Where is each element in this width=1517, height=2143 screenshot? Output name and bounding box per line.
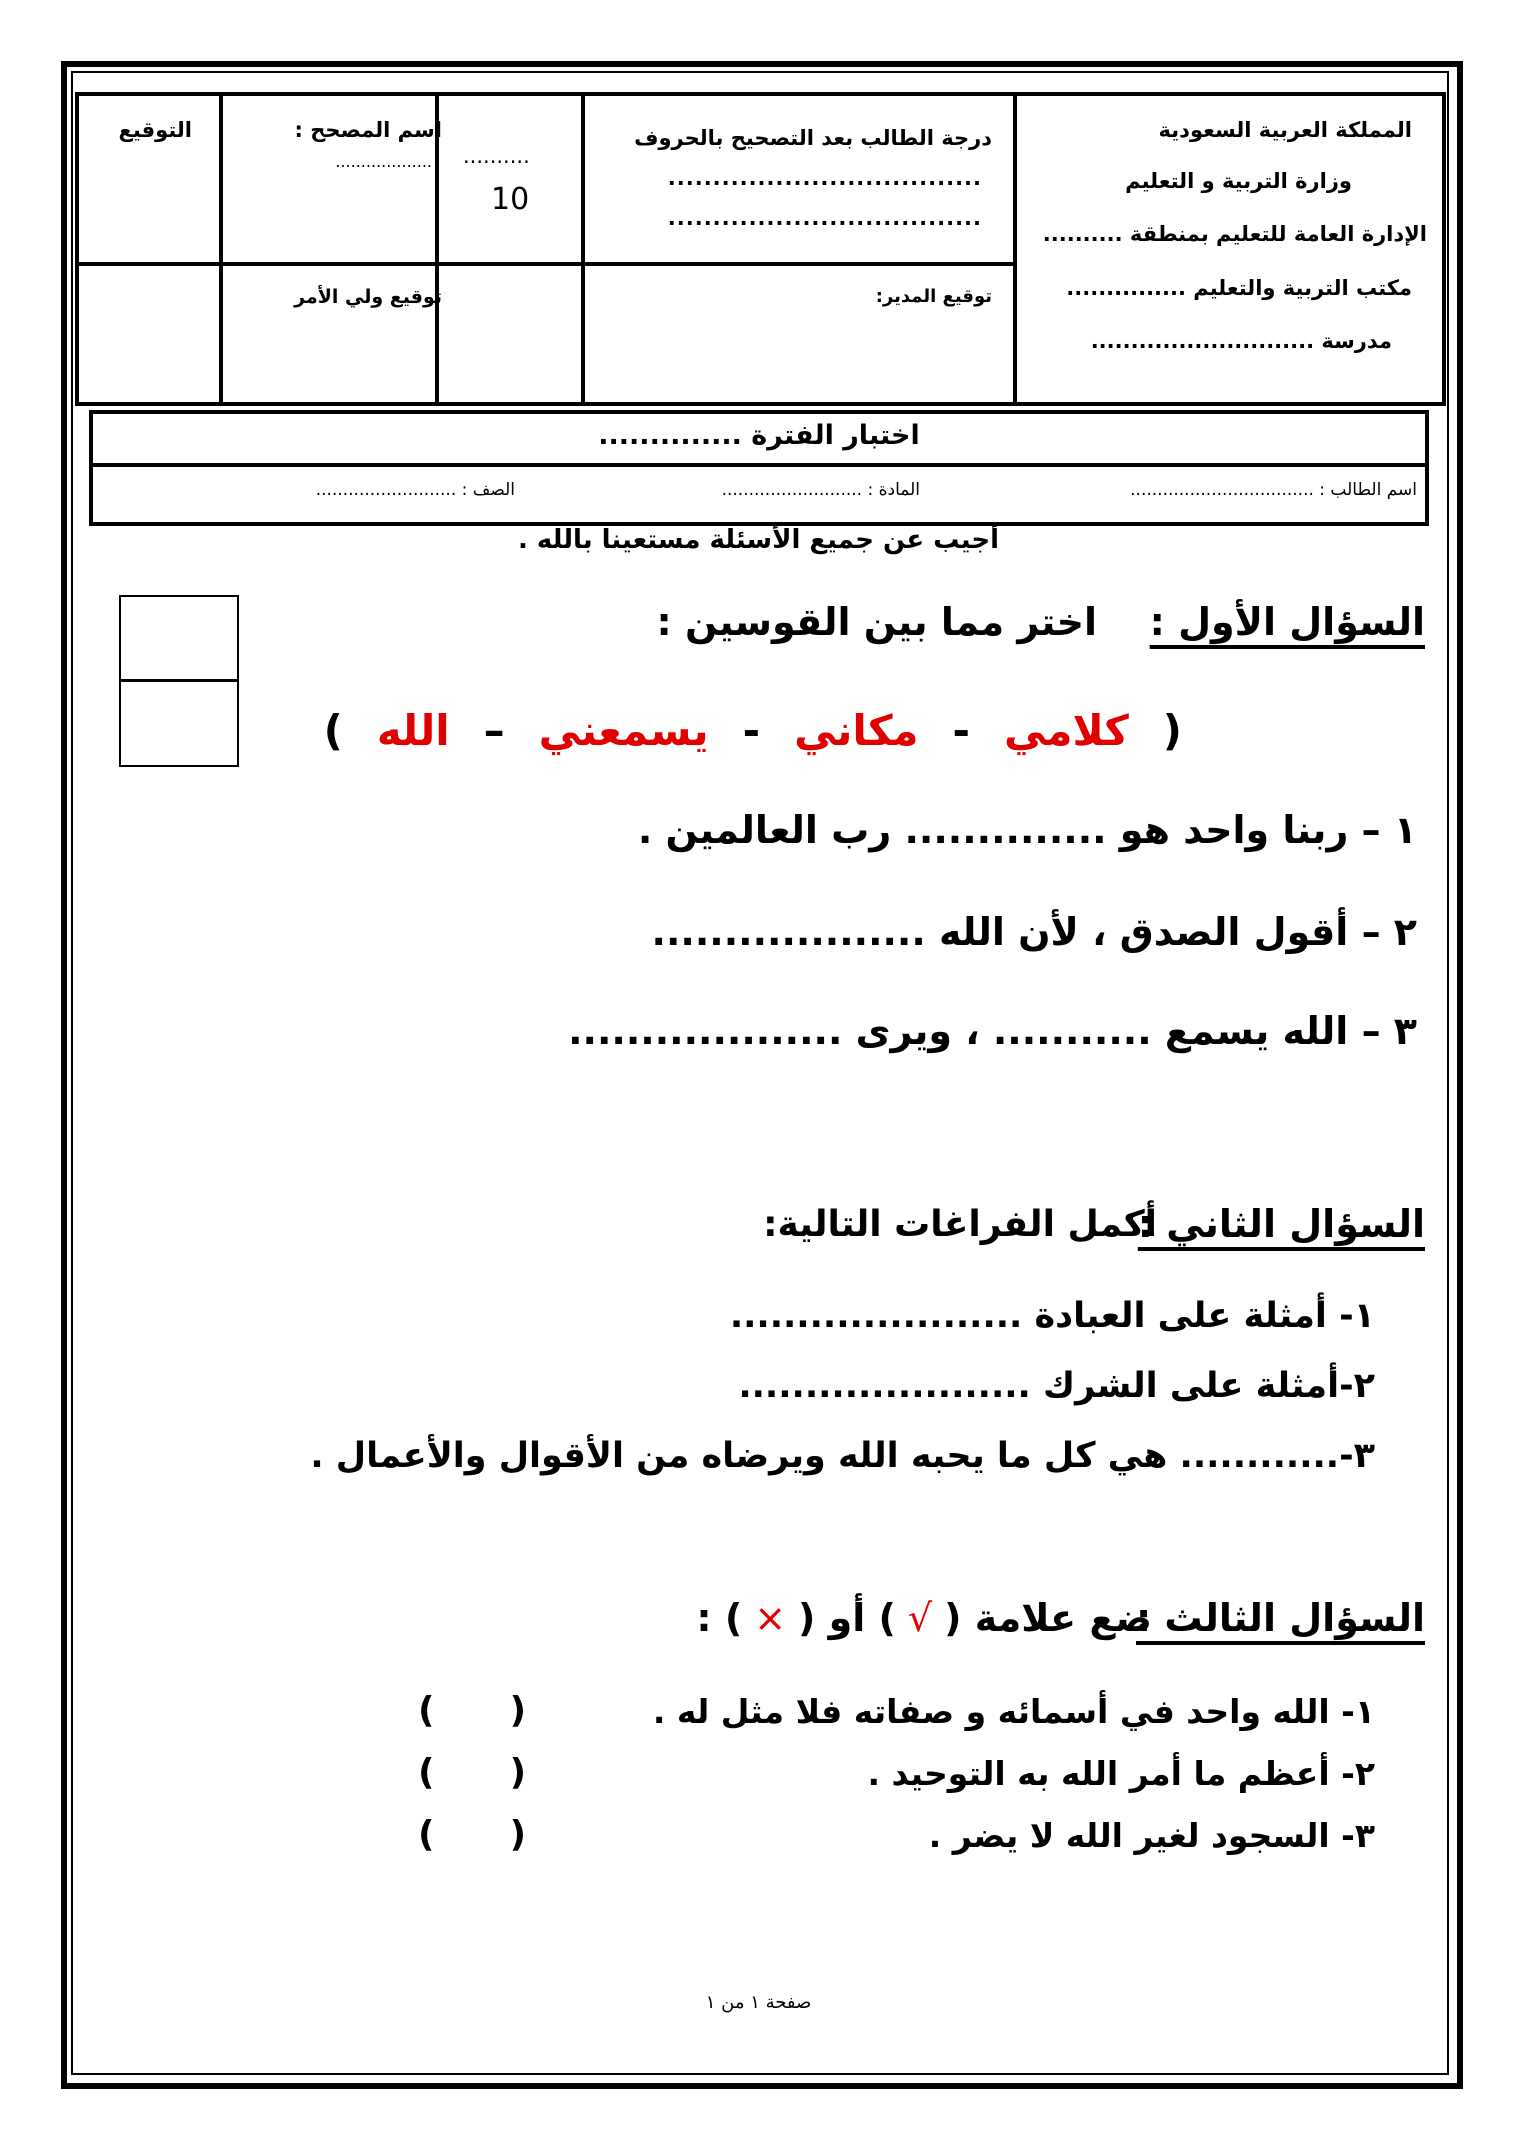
- separator: -: [742, 706, 761, 755]
- corrector-blank[interactable]: ...................: [335, 152, 432, 171]
- exam-info-box: [89, 410, 1429, 526]
- grade-letters-label: درجة الطالب بعد التصحيح بالحروف: [634, 126, 992, 150]
- q3-item: ١- الله واحد في أسمائه و صفاته فلا مثل له .: [652, 1692, 1375, 1731]
- class-field[interactable]: الصف : ..........................: [315, 480, 515, 500]
- q3-heading: السؤال الثالث :: [1135, 1596, 1425, 1640]
- office-field: مكتب التربية والتعليم ...............: [1066, 276, 1412, 300]
- prompt-text: ) أو (: [798, 1596, 896, 1640]
- divider: [219, 96, 223, 402]
- header-table: [75, 92, 1446, 406]
- q2-item: ٢-أمثلة على الشرك ......................: [738, 1366, 1375, 1406]
- choice: كلامي: [1003, 706, 1129, 755]
- exam-title: اختبار الفترة ..............: [598, 420, 920, 451]
- q1-heading: السؤال الأول :: [1149, 600, 1425, 644]
- grade-letters-line[interactable]: ...................................: [667, 206, 982, 230]
- directorate-field: الإدارة العامة للتعليم بمنطقة ..........: [1042, 222, 1427, 246]
- parent-signature-label: توقيع ولي الأمر: [294, 286, 442, 308]
- choice: مكاني: [794, 706, 919, 755]
- grade-letters-line[interactable]: ...................................: [667, 166, 982, 190]
- separator: –: [483, 706, 505, 755]
- score-blank[interactable]: ..........: [463, 144, 530, 168]
- signature-label: التوقيع: [118, 118, 192, 142]
- q3-item: ٣- السجود لغير الله لا يضر .: [928, 1816, 1375, 1855]
- choice: الله: [376, 706, 450, 755]
- divider: [121, 679, 237, 682]
- student-name-field[interactable]: اسم الطالب : ..................................: [1130, 480, 1417, 500]
- divider: [581, 96, 585, 402]
- ministry-label: وزارة التربية و التعليم: [1125, 169, 1352, 193]
- q3-item: ٢- أعظم ما أمر الله به التوحيد .: [867, 1754, 1375, 1793]
- subject-field[interactable]: المادة : ..........................: [721, 480, 920, 500]
- answer-box[interactable]: ( ): [418, 1814, 527, 1855]
- choice: يسمعني: [538, 706, 709, 755]
- divider: [1013, 96, 1017, 402]
- separator: -: [952, 706, 970, 755]
- q1-item: ١ – ربنا واحد هو .............. رب العالمين .: [637, 808, 1417, 852]
- q2-heading: السؤال الثاني :: [1137, 1202, 1425, 1246]
- q1-item: ٣ – الله يسمع ........... ، ويرى ...................: [568, 1009, 1417, 1053]
- check-mark-icon: √: [907, 1596, 933, 1640]
- q2-item: ٣-............ هي كل ما يحبه الله ويرضاه من الأقوال والأعمال .: [310, 1436, 1375, 1476]
- kingdom-label: المملكة العربية السعودية: [1158, 118, 1412, 142]
- prompt-text: ضع علامة (: [944, 1596, 1152, 1640]
- divider: [93, 463, 1425, 467]
- instruction: أجيب عن جميع الأسئلة مستعينا بالله .: [517, 525, 999, 555]
- score-box: [119, 595, 239, 767]
- paren: (: [1162, 706, 1182, 755]
- prompt-text: ) :: [696, 1596, 743, 1640]
- paren: ): [323, 706, 343, 755]
- answer-box[interactable]: ( ): [418, 1690, 527, 1731]
- q3-prompt: [696, 1596, 1152, 1640]
- q2-prompt: أكمل الفراغات التالية:: [763, 1204, 1157, 1245]
- q2-item: ١- أمثلة على العبادة ......................: [729, 1296, 1375, 1336]
- answer-box[interactable]: ( ): [418, 1752, 527, 1793]
- score-total: 10: [491, 182, 530, 217]
- q1-choices: [324, 706, 1182, 755]
- school-field: مدرسة ............................: [1090, 329, 1392, 353]
- divider: [79, 262, 1013, 266]
- q1-prompt: اختر مما بين القوسين :: [656, 600, 1097, 644]
- corrector-label: اسم المصحح :: [294, 118, 442, 142]
- cross-mark-icon: ×: [754, 1596, 787, 1640]
- principal-signature-label: توقيع المدير:: [875, 286, 992, 307]
- page-number: صفحة ١ من ١: [705, 1992, 812, 2013]
- q1-item: ٢ – أقول الصدق ، لأن الله ...................: [651, 910, 1417, 954]
